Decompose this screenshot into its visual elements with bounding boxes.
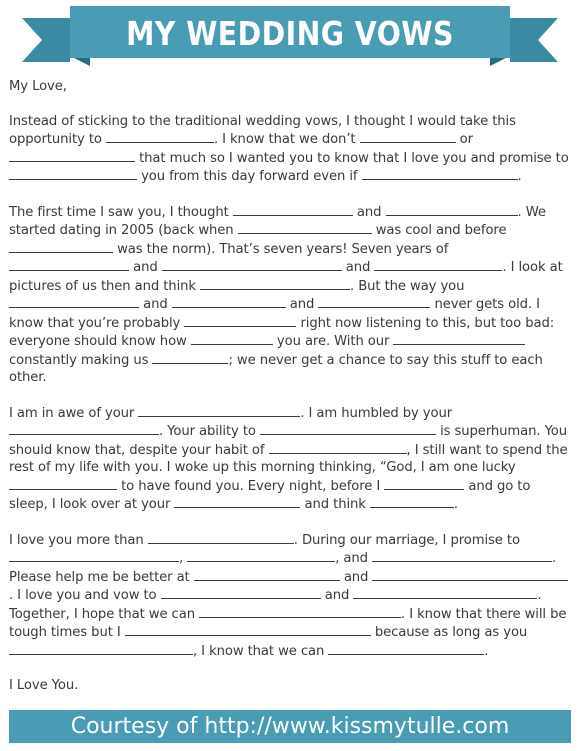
fill-blank[interactable] (233, 203, 353, 216)
fill-blank[interactable] (200, 277, 350, 290)
fill-blank[interactable] (187, 549, 335, 562)
fill-blank[interactable] (184, 314, 296, 327)
fill-blank[interactable] (360, 130, 456, 143)
fill-blank[interactable] (9, 167, 137, 180)
fill-blank[interactable] (384, 477, 464, 490)
fill-blank[interactable] (191, 332, 273, 345)
footer-credit: Courtesy of http://www.kissmytulle.com (9, 710, 571, 743)
fill-blank[interactable] (238, 221, 372, 234)
fill-blank[interactable] (269, 441, 407, 454)
fill-blank[interactable] (9, 240, 113, 253)
paragraph-intro: Instead of sticking to the traditional wedding vows, I thought I would take this opportunity to . I know that we don’t or that much so I wanted you to know that I love you and promise to you from this day forward even if . (9, 113, 569, 184)
page-title: MY WEDDING VOWS (126, 14, 454, 53)
fill-blank[interactable] (9, 642, 193, 655)
fill-blank[interactable] (393, 332, 525, 345)
fill-blank[interactable] (372, 549, 552, 562)
fill-blank[interactable] (174, 495, 300, 508)
fill-blank[interactable] (9, 549, 179, 562)
fill-blank[interactable] (148, 531, 294, 544)
fill-blank[interactable] (106, 130, 214, 143)
paragraph-awe: I am in awe of your . I am humbled by your . Your ability to is superhuman. You should know that, despite your habit of , I still want to spend the rest of my life with you. I woke up this morning thinking, “God, I am one lucky to have found you. Every night, before I and go to sleep, I look over at your and think . (9, 405, 568, 512)
fill-blank[interactable] (374, 258, 502, 271)
fill-blank[interactable] (362, 167, 518, 180)
paragraph-first-time: The first time I saw you, I thought and . We started dating in 2005 (back when was cool and before was the norm). That’s seven years! Seven years of and and . I look at pictures of us then and think . But the way you and and never gets old. I know that you’re probably right now listening to this, but too bad: everyone should know how you are. With our constantly making us ; we never get a chance to say this stuff to each other. (9, 204, 563, 385)
fill-blank[interactable] (372, 568, 568, 581)
vows-letter (9, 78, 571, 712)
fill-blank[interactable] (370, 495, 454, 508)
fill-blank[interactable] (199, 605, 401, 618)
fill-blank[interactable] (194, 568, 340, 581)
fill-blank[interactable] (9, 477, 117, 490)
closing: I Love You. (9, 678, 79, 693)
fill-blank[interactable] (328, 642, 484, 655)
salutation: My Love, (9, 79, 67, 94)
fill-blank[interactable] (138, 404, 300, 417)
fill-blank[interactable] (172, 295, 286, 308)
fill-blank[interactable] (9, 258, 129, 271)
fill-blank[interactable] (353, 586, 537, 599)
fill-blank[interactable] (9, 422, 159, 435)
fill-blank[interactable] (318, 295, 430, 308)
fill-blank[interactable] (161, 586, 321, 599)
fill-blank[interactable] (260, 422, 436, 435)
fill-blank[interactable] (152, 351, 228, 364)
fill-blank[interactable] (386, 203, 518, 216)
title-banner (0, 0, 580, 70)
fill-blank[interactable] (9, 295, 139, 308)
fill-blank[interactable] (125, 623, 371, 636)
fill-blank[interactable] (162, 258, 342, 271)
paragraph-promises: I love you more than . During our marriage, I promise to , , and . Please help me be better at and . I love you and vow to and . Together, I hope that we can . I know that there will be tough times but I because as long as you , I know that we can . (9, 531, 571, 661)
fill-blank[interactable] (9, 149, 135, 162)
